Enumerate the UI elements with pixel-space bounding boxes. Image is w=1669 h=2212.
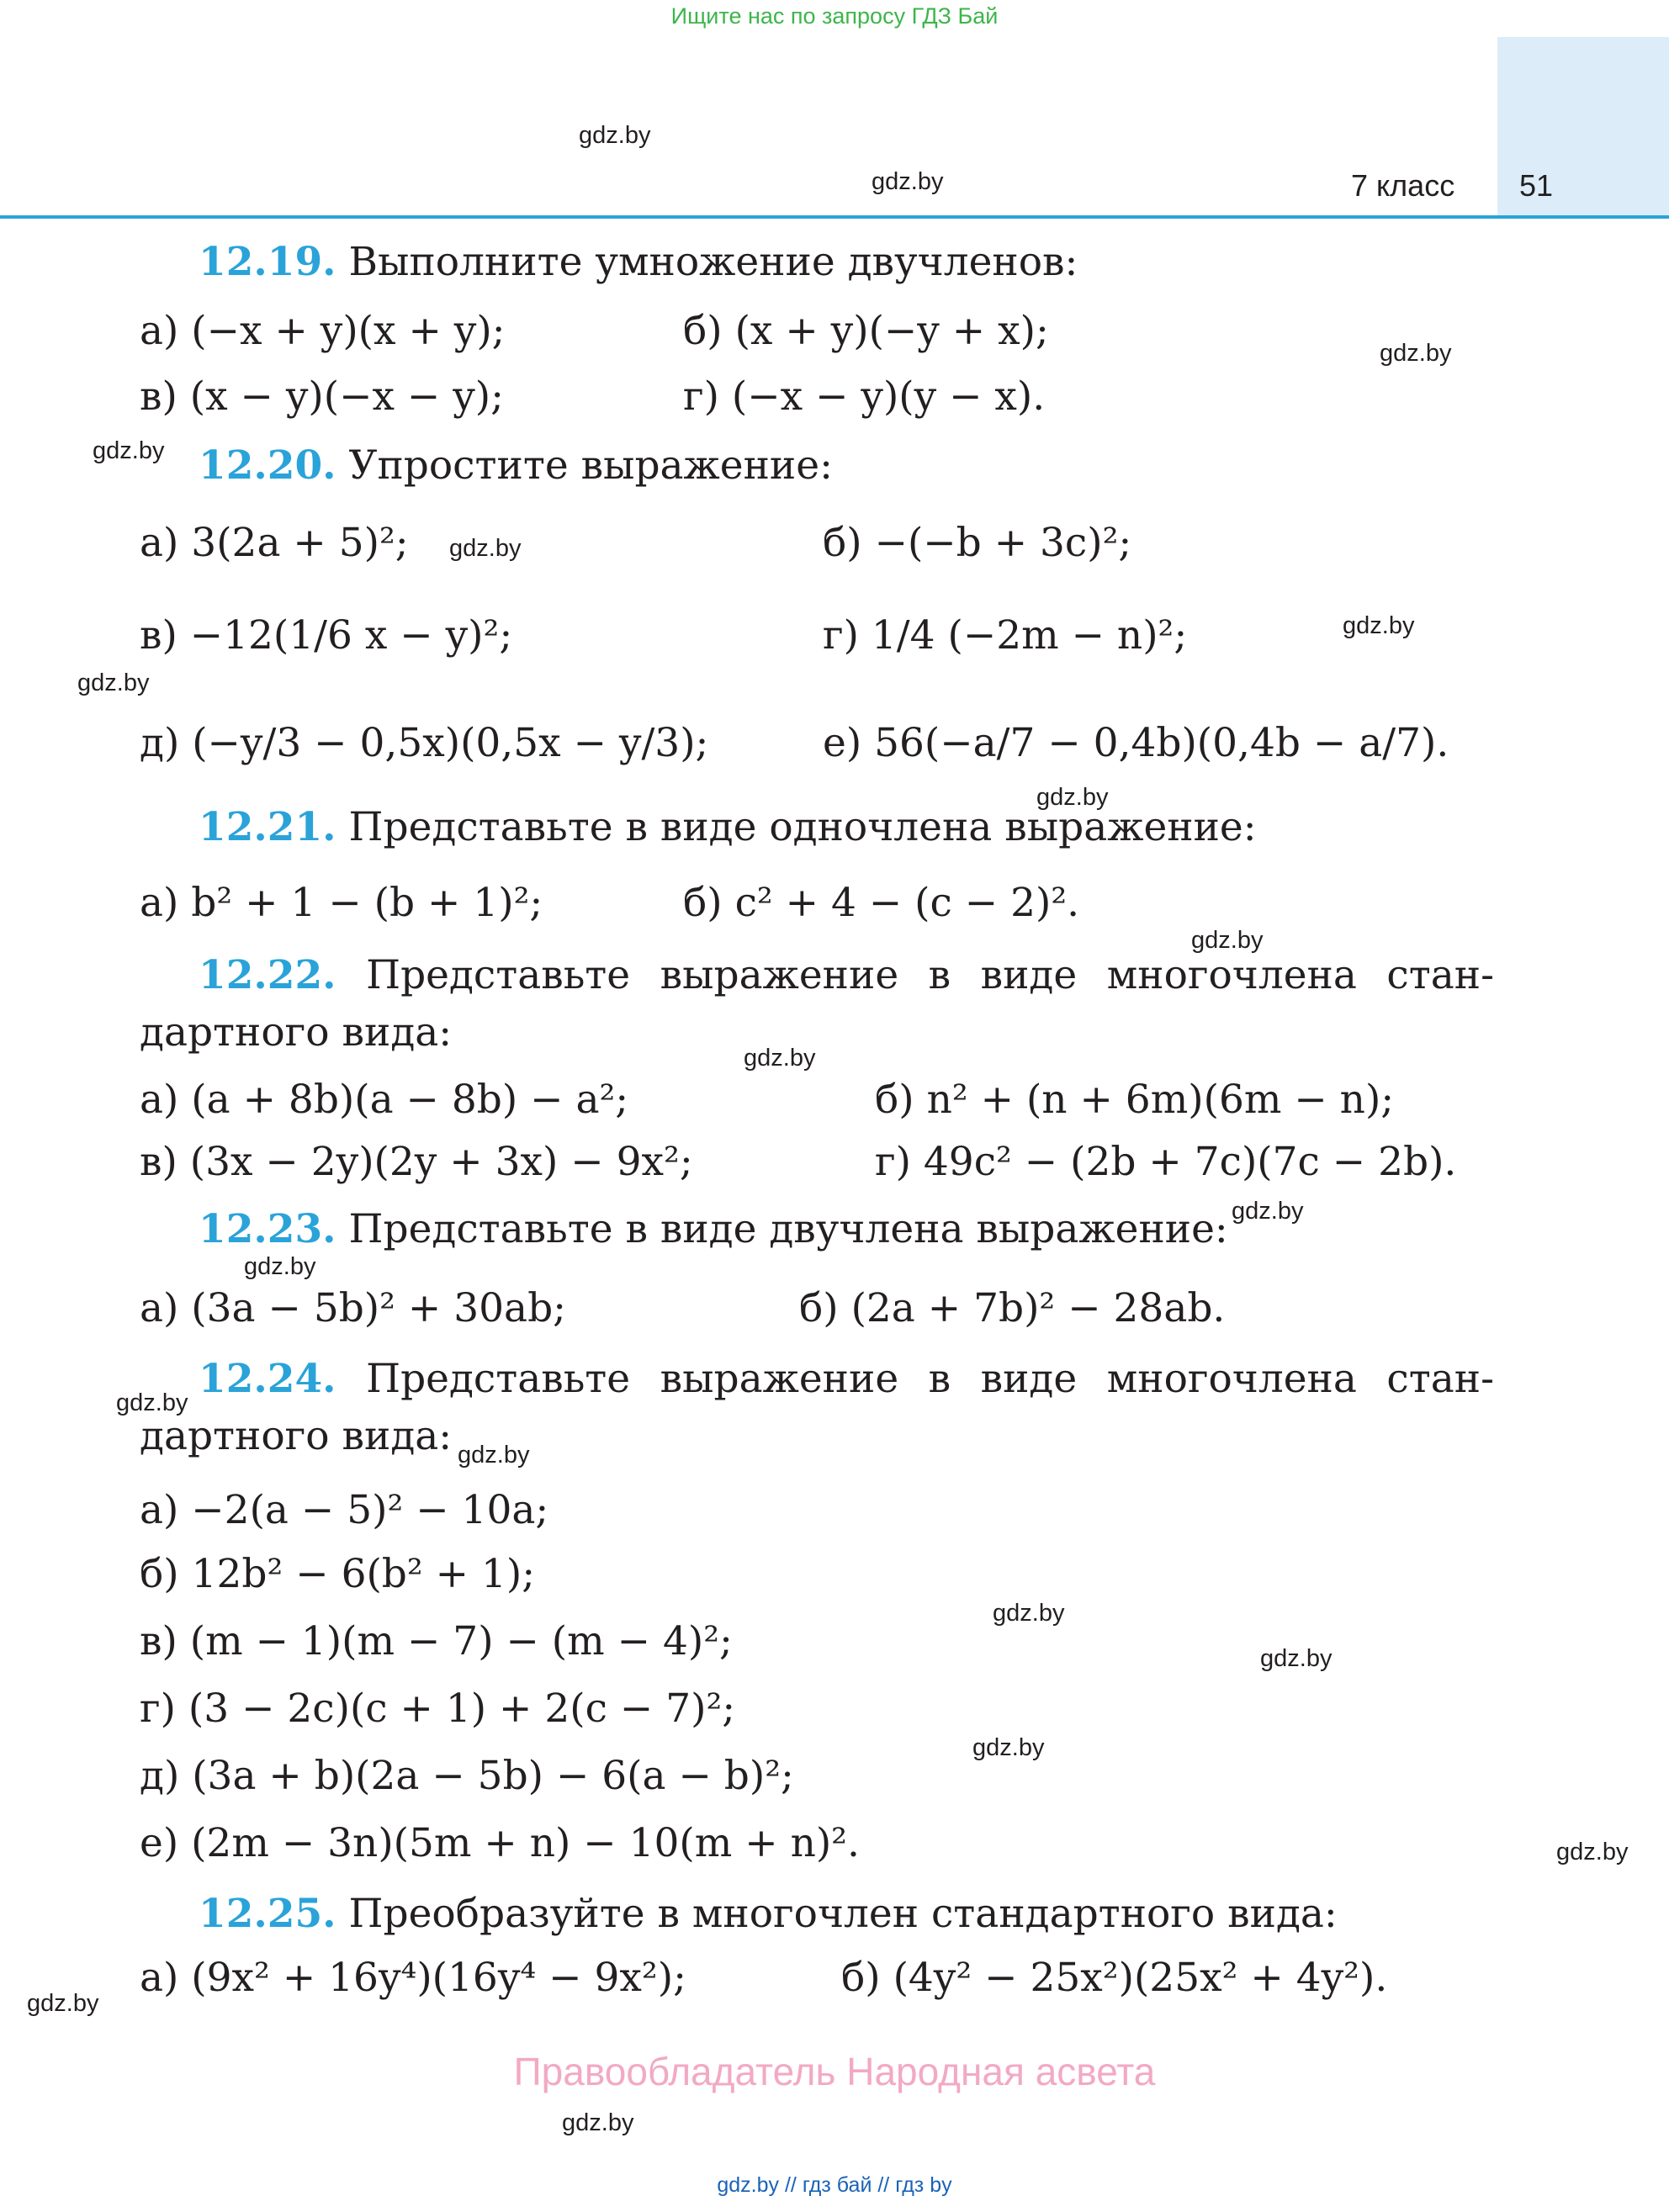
task-12-20-heading — [199, 442, 833, 489]
watermark: gdz.by — [77, 669, 150, 696]
top-banner: Ищите нас по запросу ГДЗ Бай — [670, 3, 999, 29]
watermark: gdz.by — [972, 1734, 1045, 1761]
watermark: gdz.by — [993, 1600, 1065, 1627]
task-number: 12.19. — [199, 239, 336, 285]
task-title: Представьте в виде двучлена выражение: — [348, 1206, 1228, 1252]
task-item: а) b² + 1 − (b + 1)²; — [140, 880, 543, 926]
header-divider — [0, 215, 1669, 219]
watermark: gdz.by — [1191, 927, 1264, 954]
watermark: gdz.by — [1232, 1198, 1304, 1225]
task-item: д) (−y/3 − 0,5x)(0,5x − y/3); — [140, 720, 709, 766]
task-item: б) (x + y)(−y + x); — [683, 308, 1049, 354]
watermark: gdz.by — [579, 122, 651, 149]
task-12-21-heading — [199, 804, 1257, 850]
task-item: б) −(−b + 3c)²; — [823, 520, 1132, 566]
task-item: в) (3x − 2y)(2y + 3x) − 9x²; — [140, 1139, 693, 1185]
task-item: г) 1/4 (−2m − n)²; — [823, 612, 1188, 659]
task-12-22-heading — [199, 952, 1494, 998]
task-item: д) (3a + b)(2a − 5b) − 6(a − b)²; — [140, 1753, 794, 1799]
task-item: е) 56(−a/7 − 0,4b)(0,4b − a/7). — [823, 720, 1449, 766]
task-number: 12.24. — [199, 1356, 336, 1402]
watermark: gdz.by — [1343, 612, 1415, 639]
watermark: gdz.by — [744, 1045, 816, 1072]
task-number: 12.25. — [199, 1891, 336, 1937]
watermark: gdz.by — [458, 1442, 530, 1468]
task-item: а) −2(a − 5)² − 10a; — [140, 1487, 549, 1533]
watermark: gdz.by — [1036, 784, 1109, 811]
task-title: Упростите выражение: — [348, 442, 833, 489]
task-item: б) 12b² − 6(b² + 1); — [140, 1551, 536, 1597]
task-item: а) 3(2a + 5)²; — [140, 520, 409, 566]
task-item: в) −12(1/6 x − y)²; — [140, 612, 513, 659]
task-title-continued: дартного вида: — [140, 1009, 453, 1056]
task-item: е) (2m − 3n)(5m + n) − 10(m + n)². — [140, 1820, 860, 1866]
task-item: г) (3 − 2c)(c + 1) + 2(c − 7)²; — [140, 1685, 736, 1732]
watermark: gdz.by — [872, 168, 944, 195]
watermark: gdz.by — [116, 1389, 188, 1416]
task-item: а) (9x² + 16y⁴)(16y⁴ − 9x²); — [140, 1955, 686, 2001]
task-item: г) (−x − y)(y − x). — [683, 373, 1046, 420]
watermark: gdz.by — [449, 535, 522, 562]
watermark: gdz.by — [562, 2109, 634, 2136]
footer-links[interactable]: gdz.by // гдз бай // гдз by — [717, 2173, 952, 2197]
copyright-notice: Правообладатель Народная асвета — [513, 2050, 1156, 2093]
task-12-25-heading — [199, 1891, 1338, 1937]
task-number: 12.21. — [199, 804, 336, 850]
task-item: г) 49c² − (2b + 7c)(7c − 2b). — [875, 1139, 1457, 1185]
task-number: 12.23. — [199, 1206, 336, 1252]
task-title: Выполните умножение двучленов: — [348, 239, 1078, 285]
task-item: в) (m − 1)(m − 7) − (m − 4)²; — [140, 1618, 733, 1664]
task-item: а) (−x + y)(x + y); — [140, 308, 506, 354]
grade-label: 7 класс — [1351, 168, 1455, 203]
task-item: б) (4y² − 25x²)(25x² + 4y²). — [841, 1955, 1388, 2001]
task-title: Представьте выражение в виде многочлена стан- — [366, 1356, 1494, 1402]
watermark: gdz.by — [1556, 1839, 1629, 1865]
watermark: gdz.by — [93, 437, 165, 464]
watermark: gdz.by — [244, 1253, 316, 1280]
task-title: Преобразуйте в многочлен стандартного вида: — [348, 1891, 1338, 1937]
task-item: б) n² + (n + 6m)(6m − n); — [875, 1077, 1395, 1123]
task-title: Представьте выражение в виде многочлена стан- — [366, 952, 1494, 998]
task-title: Представьте в виде одночлена выражение: — [348, 804, 1257, 850]
task-item: а) (3a − 5b)² + 30ab; — [140, 1285, 566, 1331]
watermark: gdz.by — [27, 1990, 99, 2017]
task-title-continued: дартного вида: — [140, 1413, 453, 1459]
task-number: 12.20. — [199, 442, 336, 489]
task-number: 12.22. — [199, 952, 336, 998]
page-number: 51 — [1519, 168, 1554, 203]
watermark: gdz.by — [1260, 1645, 1333, 1672]
task-12-23-heading — [199, 1206, 1228, 1252]
task-12-19-heading — [199, 239, 1078, 285]
task-item: б) (2a + 7b)² − 28ab. — [799, 1285, 1226, 1331]
task-12-24-heading — [199, 1356, 1494, 1402]
task-item: б) c² + 4 − (c − 2)². — [683, 880, 1080, 926]
task-item: в) (x − y)(−x − y); — [140, 373, 504, 420]
task-item: а) (a + 8b)(a − 8b) − a²; — [140, 1077, 629, 1123]
watermark: gdz.by — [1380, 340, 1452, 367]
